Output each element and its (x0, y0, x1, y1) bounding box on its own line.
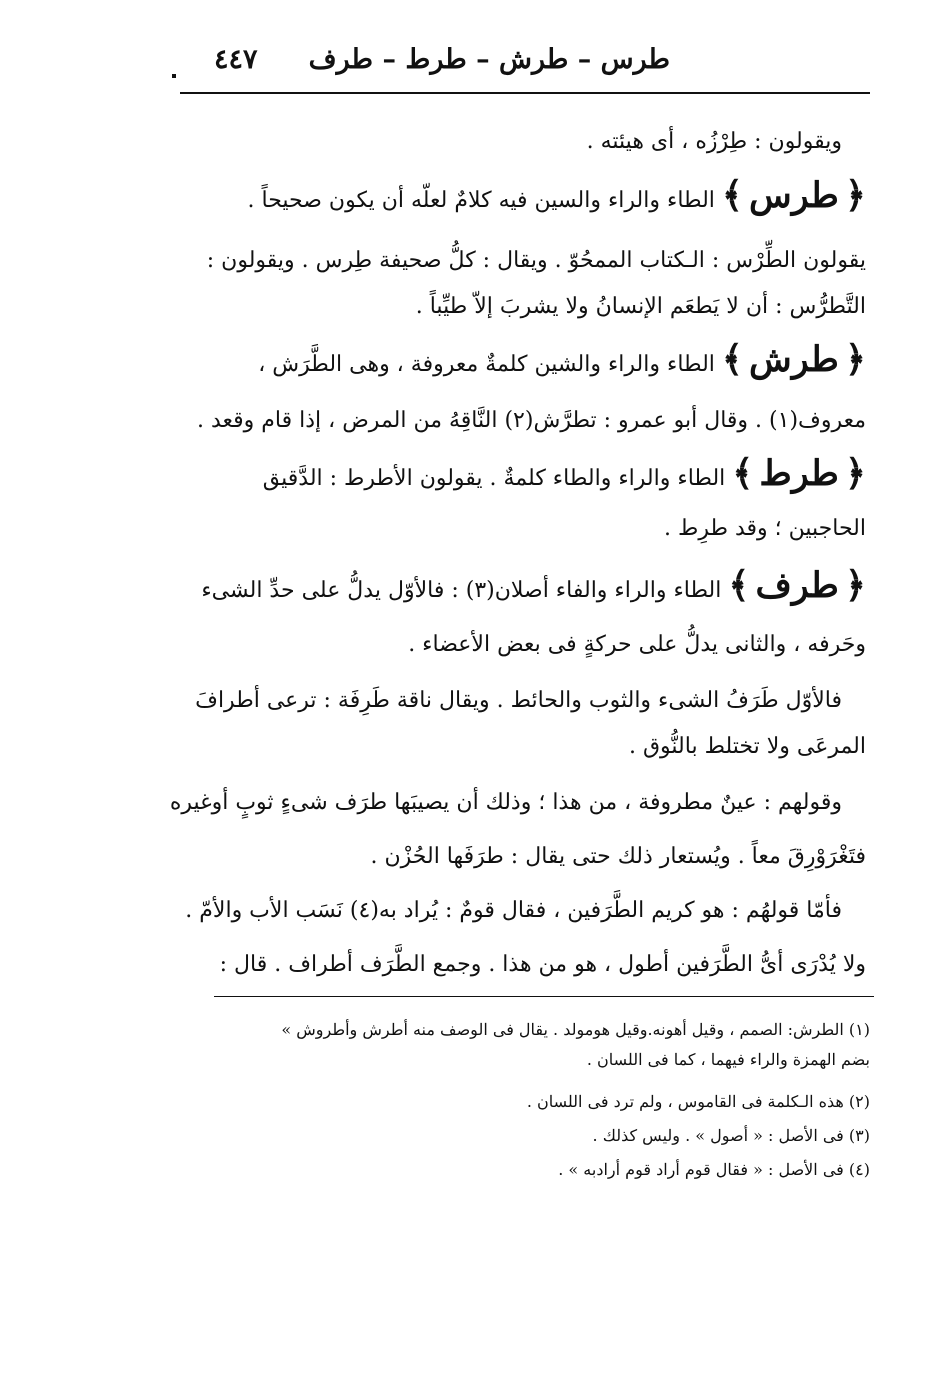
entry-headword: طرس (749, 175, 839, 216)
footnote-2: (٢) هذه الـكلمة فى القاموس ، ولم ترد فى اللسان . (526, 1092, 870, 1111)
footnote-1-line-2: بضم الهمزة والراء فيهما ، كما فى اللسان . (586, 1050, 870, 1069)
body-line-11: فالأوّل طَرَفُ الشىء والثوب والحائط . ويقال ناقة طَرِفَة : ترعى أطرافَ (195, 688, 842, 713)
page-number: ٤٤٧ (214, 44, 258, 75)
bracket-open: ﴿ (844, 174, 866, 216)
footnote-4: (٤) فى الأصل : « فقال قوم أراد قوم أرادبه » . (558, 1160, 870, 1179)
body-line-3: يقولون الطِّرْس : الـكتاب الممحُوّ . ويقال : كلُّ صحيفة طِرس . ويقولون : (206, 248, 866, 273)
entry-headword: طرط (759, 453, 839, 494)
bracket-open: ﴿ (844, 564, 866, 606)
entry-tarsh (258, 338, 866, 382)
bracket-close: ﴾ (721, 338, 743, 380)
body-line-13: وقولهم : عينٌ مطروفة ، من هذا ؛ وذلك أن يصيبَها طرَف شىءٍ ثوبٍ أوغيره (169, 790, 842, 815)
bracket-close: ﴾ (728, 564, 750, 606)
body-line-4: التَّطرُّس : أن لا يَطعَم الإنسانُ ولا يشربَ إلاّ طيِّباً . (415, 294, 866, 319)
page-header (180, 40, 870, 94)
bracket-open: ﴿ (844, 338, 866, 380)
footnote-separator (214, 996, 874, 997)
footnote-1-line-1: (١) الطرش: الصمم ، وقيل أهونه.وقيل هومولد . يقال فى الوصف منه أطرش وأطروش » (281, 1020, 870, 1039)
entry-text: الطاء والراء والطاء كلمةٌ . يقولون الأطرط : الدَّقيق (262, 466, 726, 491)
entry-text: الطاء والراء والسين فيه كلامٌ لعلّه أن يكون صحيحاً . (247, 188, 715, 213)
bracket-close: ﴾ (732, 452, 754, 494)
footnote-3: (٣) فى الأصل : « أصول » . وليس كذلك . (592, 1126, 870, 1145)
running-title: طرس – طرش – طرط – طرف (308, 44, 670, 75)
body-line-14: فتَغْرَوْرِقَ معاً . ويُستعار ذلك حتى يقال : طرَفَها الحُزْن . (370, 844, 866, 869)
body-line-15: فأمّا قولهُم : هو كريم الطَّرَفين ، فقال قومٌ : يُراد به(٤) نَسَب الأب والأمّ . (185, 898, 842, 923)
bracket-open: ﴿ (844, 452, 866, 494)
body-line-12: المرعَى ولا تختلط بالنُّوق . (628, 734, 866, 759)
body-line-16: ولا يُدْرَى أىُّ الطَّرَفين أطول ، هو من هذا . وجمع الطَّرَف أطراف . قال : (219, 952, 866, 977)
bracket-close: ﴾ (721, 174, 743, 216)
entry-tars (247, 174, 866, 218)
entry-text: الطاء والراء والشين كلمةٌ معروفة ، وهى الطَّرَش ، (258, 352, 715, 377)
header-dot (172, 74, 176, 78)
body-line-6: معروف(١) . وقال أبو عمرو : تطرَّش(٢) النَّاقِهُ من المرض ، إذا قام وقعد . (196, 408, 866, 433)
entry-headword: طرش (749, 339, 839, 380)
entry-text: الطاء والراء والفاء أصلان(٣) : فالأوّل يدلُّ على حدِّ الشىء (201, 578, 722, 603)
entry-taraf (201, 564, 866, 608)
body-line-1: ويقولون : طِرْزُه ، أى هيئته . (586, 129, 842, 154)
body-line-10: وحَرفه ، والثانى يدلُّ على حركةٍ فى بعض الأعضاء . (408, 632, 866, 657)
body-line-8: الحاجبين ؛ وقد طرِط . (664, 516, 866, 541)
entry-headword: طرف (755, 565, 839, 606)
entry-tart (262, 452, 866, 496)
